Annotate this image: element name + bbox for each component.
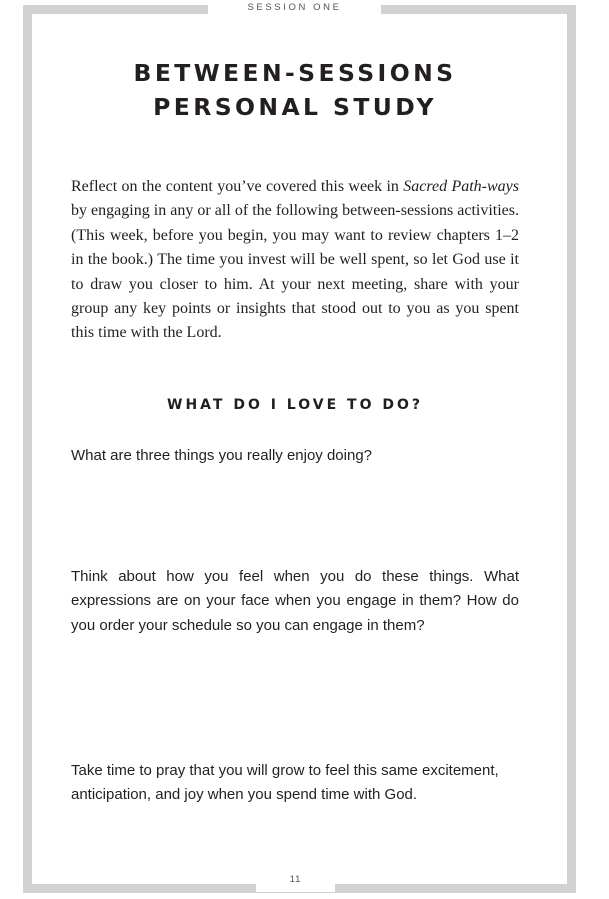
page-title-line-1: BETWEEN-SESSIONS [133, 59, 457, 87]
section-heading: WHAT DO I LOVE TO DO? [167, 397, 423, 413]
intro-text-2: by engaging in any or all of the following between-sessions activities. (This week, before you begin, you may want to review chapters 1–2 in the book.) The time you invest will be well spent, so let God use it to draw you closer to him. At your next meeting, share with your group any key points or insights that stood out to you as you spent this time with the Lord. [71, 202, 519, 342]
running-header: SESSION ONE [208, 0, 381, 15]
study-prompt-2: Think about how you feel when you do these things. What expressions are on your face when you engage in them? How do you order your schedule so you can engage in them? [71, 568, 519, 634]
study-prompt-3: Take time to pray that you will grow to feel this same excitement, anticipation, and joy when you spend time with God. [71, 762, 499, 804]
page-number: 11 [256, 872, 335, 892]
page-title [60, 56, 530, 124]
study-prompt-1: What are three things you really enjoy doing? [71, 447, 373, 464]
intro-text-1: Reflect on the content you’ve covered this week in [71, 178, 404, 195]
book-title: Sacred Path-ways [403, 178, 520, 195]
page-title-line-2: PERSONAL STUDY [153, 93, 437, 121]
intro-paragraph [71, 175, 519, 346]
